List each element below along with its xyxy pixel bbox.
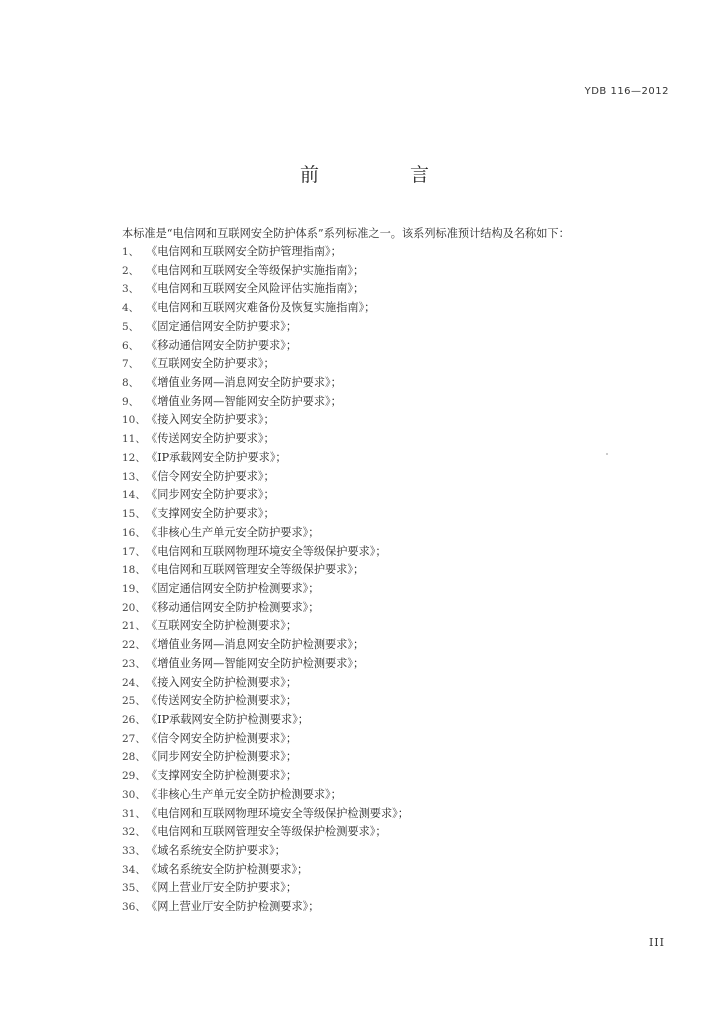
list-item [122, 674, 409, 693]
list-item-number: 19、 [122, 582, 146, 595]
list-item-number: 20、 [122, 601, 146, 614]
list-item-text: 《移动通信网安全防护要求》； [146, 338, 298, 352]
list-item-number: 24、 [122, 676, 146, 689]
list-item-number: 9、 [122, 395, 140, 408]
list-item [122, 879, 409, 898]
list-item [122, 411, 409, 430]
list-item-text: 《电信网和互联网灾难备份及恢复实施指南》； [146, 301, 376, 315]
list-item-text: 《电信网和互联网管理安全等级保护检测要求》； [146, 825, 387, 839]
list-item-text: 《接入网安全防护要求》； [146, 413, 275, 427]
list-item-text: 《互联网安全防护要求》； [146, 357, 275, 371]
list-item-number: 11、 [122, 433, 146, 446]
list-item-number: 17、 [122, 545, 146, 558]
list-item [122, 748, 409, 767]
list-item-number: 29、 [122, 770, 146, 783]
list-item-number: 34、 [122, 863, 146, 876]
list-item-text: 《增值业务网—消息网安全防护检测要求》； [146, 638, 365, 652]
list-item-text: 《互联网安全防护检测要求》； [146, 619, 298, 633]
list-item-number: 1、 [122, 246, 140, 258]
list-item-text: 《信令网安全防护要求》； [146, 469, 275, 483]
list-item-text: 《电信网和互联网安全风险评估实施指南》； [146, 282, 365, 296]
list-item-number: 3、 [122, 283, 140, 296]
list-item-number: 28、 [122, 751, 146, 764]
list-item-text: 《传送网安全防护检测要求》； [146, 694, 298, 708]
list-item [122, 393, 409, 412]
list-item-text: 《移动通信网安全防护检测要求》； [146, 600, 320, 614]
list-item-number: 22、 [122, 639, 146, 652]
list-item-number: 27、 [122, 732, 146, 745]
list-item-number: 33、 [122, 845, 146, 857]
list-item-text: 《IP承载网安全防护检测要求》； [146, 712, 309, 726]
list-item-number: 32、 [122, 826, 146, 839]
list-item-text: 《支撑网安全防护要求》； [146, 507, 275, 521]
page-title: 前 言 [299, 164, 465, 186]
list-item-text: 《同步网安全防护要求》； [146, 488, 275, 502]
list-item-number: 5、 [122, 320, 140, 333]
list-item [122, 561, 409, 580]
list-item-text: 《电信网和互联网安全防护管理指南》； [146, 245, 342, 258]
list-item-number: 31、 [122, 807, 146, 820]
scan-speck [606, 453, 608, 455]
list-item [122, 805, 409, 824]
document-code: YDB 116—2012 [584, 86, 669, 97]
list-item [122, 692, 409, 711]
list-item [122, 374, 409, 393]
list-item-number: 23、 [122, 657, 146, 670]
list-item-text: 《电信网和互联网安全等级保护实施指南》； [146, 263, 365, 277]
list-item-number: 7、 [122, 358, 140, 371]
list-item-text: 《增值业务网—智能网安全防护要求》； [146, 394, 342, 408]
list-item [122, 823, 409, 842]
list-item-text: 《增值业务网—智能网安全防护检测要求》； [146, 656, 365, 670]
list-item-number: 4、 [122, 302, 140, 315]
list-item-number: 15、 [122, 508, 146, 521]
list-item [122, 262, 409, 281]
list-item [122, 861, 409, 880]
list-item-text: 《非核心生产单元安全防护检测要求》； [146, 787, 342, 801]
list-item-text: 《网上营业厅安全防护检测要求》； [146, 900, 320, 914]
list-item [122, 505, 409, 524]
list-item [122, 543, 409, 562]
list-item-text: 《同步网安全防护检测要求》； [146, 750, 298, 764]
list-item-number: 10、 [122, 414, 146, 427]
list-item [122, 599, 409, 618]
standards-list [122, 243, 409, 917]
list-item-text: 《电信网和互联网物理环境安全等级保护要求》； [146, 544, 387, 558]
list-item-text: 《支撑网安全防护检测要求》； [146, 769, 298, 783]
list-item [122, 711, 409, 730]
list-item [122, 636, 409, 655]
list-item-text: 《非核心生产单元安全防护要求》； [146, 525, 320, 539]
list-item-text: 《域名系统安全防护检测要求》； [146, 862, 309, 876]
list-item [122, 580, 409, 599]
list-item-text: 《接入网安全防护检测要求》； [146, 675, 298, 689]
list-item-number: 35、 [122, 882, 146, 895]
list-item [122, 318, 409, 337]
list-item [122, 786, 409, 805]
page-number: III [648, 936, 665, 949]
list-item-number: 36、 [122, 901, 146, 914]
list-item-number: 14、 [122, 489, 146, 502]
list-item [122, 524, 409, 543]
list-item [122, 243, 409, 262]
list-item [122, 355, 409, 374]
list-item-text: 《电信网和互联网物理环境安全等级保护检测要求》； [146, 806, 409, 820]
list-item-number: 18、 [122, 564, 146, 577]
list-item-number: 6、 [122, 339, 140, 352]
list-item-text: 《固定通信网安全防护检测要求》； [146, 581, 320, 595]
list-item [122, 280, 409, 299]
list-item [122, 486, 409, 505]
list-item [122, 730, 409, 749]
list-item [122, 449, 409, 468]
list-item [122, 430, 409, 449]
list-item-text: 《信令网安全防护检测要求》； [146, 731, 298, 745]
list-item-number: 26、 [122, 713, 146, 726]
list-item-text: 《电信网和互联网管理安全等级保护要求》； [146, 563, 365, 577]
list-item [122, 898, 409, 917]
list-item-text: 《IP承载网安全防护要求》； [146, 450, 287, 464]
list-item-number: 30、 [122, 788, 146, 801]
list-item [122, 655, 409, 674]
list-item [122, 468, 409, 487]
list-item-text: 《增值业务网—消息网安全防护要求》； [146, 376, 342, 390]
list-item-text: 《域名系统安全防护要求》； [146, 844, 286, 857]
list-item-text: 《固定通信网安全防护要求》； [146, 319, 298, 333]
list-item-number: 16、 [122, 526, 146, 539]
list-item-number: 8、 [122, 377, 140, 390]
list-item [122, 767, 409, 786]
intro-paragraph: 本标准是“电信网和互联网安全防护体系”系列标准之一。该系列标准预计结构及名称如下： [122, 227, 570, 240]
list-item-number: 2、 [122, 264, 140, 277]
list-item-text: 《网上营业厅安全防护要求》； [146, 881, 298, 895]
list-item-text: 《传送网安全防护要求》； [146, 432, 275, 446]
list-item-number: 12、 [122, 451, 146, 464]
list-item [122, 617, 409, 636]
list-item [122, 842, 409, 861]
list-item-number: 13、 [122, 470, 146, 483]
list-item [122, 337, 409, 356]
list-item-number: 21、 [122, 620, 146, 633]
list-item [122, 299, 409, 318]
list-item-number: 25、 [122, 695, 146, 708]
